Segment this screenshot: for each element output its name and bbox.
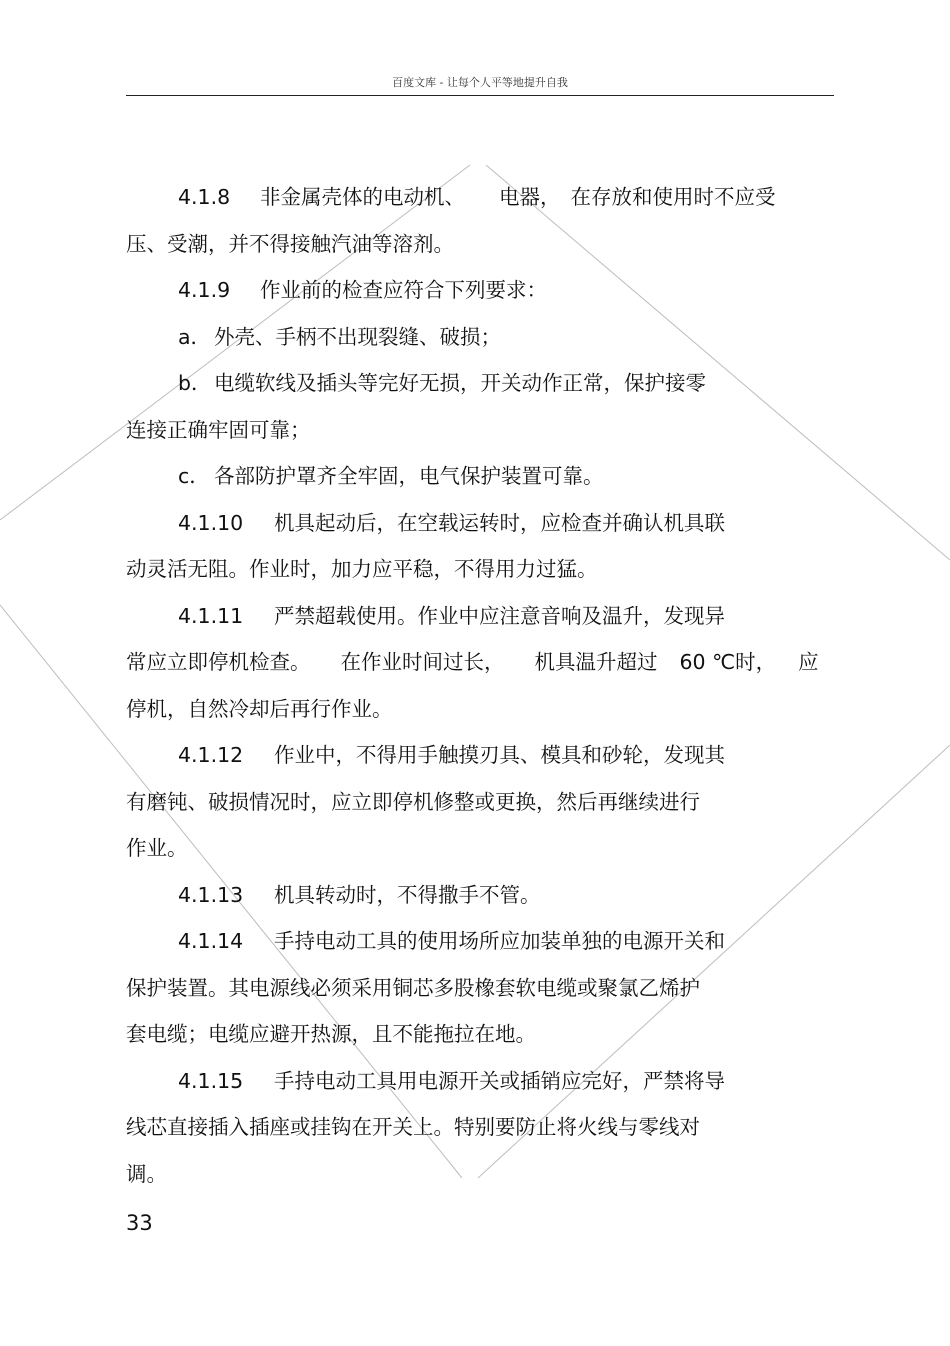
clause-number: 4.1.15: [178, 1068, 244, 1093]
line-text: 作业中，不得用手触摸刃具、模具和砂轮，发现其: [274, 743, 725, 767]
clause-number: 4.1.8: [178, 185, 231, 209]
clause-number: 4.1.11: [178, 603, 244, 628]
clause-number: 4.1.13: [178, 882, 244, 907]
header-divider: [126, 95, 834, 96]
line-text: 机具起动后，在空载运转时，应检查并确认机具联: [274, 510, 725, 535]
line-text: 外壳、手柄不出现裂缝、破损；: [214, 324, 501, 349]
paragraph-line: [126, 595, 834, 642]
paragraph-line: [126, 176, 834, 223]
clause-number: 4.1.12: [178, 743, 244, 767]
line-text: 机具温升超过: [534, 650, 658, 674]
paragraph-line: [126, 409, 834, 456]
line-text: 连接正确牢固可靠；: [126, 417, 311, 442]
list-marker: b．: [178, 371, 212, 395]
line-text: 压、受潮，并不得接触汽油等溶剂。: [126, 231, 454, 256]
line-text: 线芯直接插入插座或挂钩在开关上。特别要防止将火线与零线对: [126, 1115, 700, 1139]
list-marker: c．: [178, 464, 210, 488]
line-text: 机具转动时，不得撒手不管。: [274, 882, 541, 907]
document-body: [126, 176, 834, 1199]
paragraph-line: [126, 734, 834, 781]
paragraph-line: [126, 223, 834, 270]
paragraph-line: [126, 362, 834, 409]
paragraph-line: [126, 641, 834, 688]
line-text: 停机，自然冷却后再行作业。: [126, 696, 393, 721]
line-text: 严禁超载使用。作业中应注意音响及温升，发现异: [274, 603, 725, 628]
line-text: 调。: [126, 1161, 167, 1186]
line-text: 手持电动工具用电源开关或插销应完好，严禁将导: [274, 1068, 725, 1093]
paragraph-line: [126, 781, 834, 828]
paragraph-line: [126, 1106, 834, 1153]
paragraph-line: [126, 827, 834, 874]
paragraph-line: [126, 1153, 834, 1200]
line-text: 在存放和使用时不应受: [570, 185, 776, 209]
page-number: 33: [126, 1211, 153, 1235]
paragraph-line: [126, 1060, 834, 1107]
line-text: 作业。: [126, 836, 188, 860]
line-text: 60 ℃时，: [679, 650, 777, 674]
clause-number: 4.1.10: [178, 510, 244, 535]
paragraph-line: [126, 316, 834, 363]
paragraph-line: [126, 548, 834, 595]
page-header: 百度文库 - 让每个人平等地提升自我: [392, 76, 568, 89]
line-text: 手持电动工具的使用场所应加装单独的电源开关和: [274, 929, 725, 953]
line-text: 在作业时间过长，: [340, 650, 505, 674]
clause-number: 4.1.9: [178, 278, 231, 302]
paragraph-line: [126, 967, 834, 1014]
paragraph-line: [126, 502, 834, 549]
line-text: 套电缆；电缆应避开热源，且不能拖拉在地。: [126, 1022, 536, 1046]
paragraph-line: [126, 1013, 834, 1060]
line-text: 动灵活无阻。作业时，加力应平稳，不得用力过猛。: [126, 557, 598, 581]
line-text: 非金属壳体的电动机、: [260, 185, 465, 209]
line-text: 保护装置。其电源线必须采用铜芯多股橡套软电缆或聚氯乙烯护: [126, 975, 700, 1000]
line-text: 作业前的检查应符合下列要求：: [260, 278, 547, 302]
paragraph-line: [126, 920, 834, 967]
line-text: 电器，: [499, 185, 561, 209]
line-text: 电缆软线及插头等完好无损，开关动作正常，保护接零: [214, 371, 706, 395]
line-text: 有磨钝、破损情况时，应立即停机修整或更换，然后再继续进行: [126, 789, 700, 814]
list-marker: a．: [178, 324, 212, 349]
paragraph-line: [126, 455, 834, 502]
line-text: 各部防护罩齐全牢固，电气保护装置可靠。: [214, 464, 604, 488]
paragraph-line: [126, 874, 834, 921]
clause-number: 4.1.14: [178, 929, 244, 953]
paragraph-line: [126, 688, 834, 735]
paragraph-line: [126, 269, 834, 316]
line-text: 常应立即停机检查。: [126, 650, 311, 674]
line-text: 应: [798, 650, 819, 674]
